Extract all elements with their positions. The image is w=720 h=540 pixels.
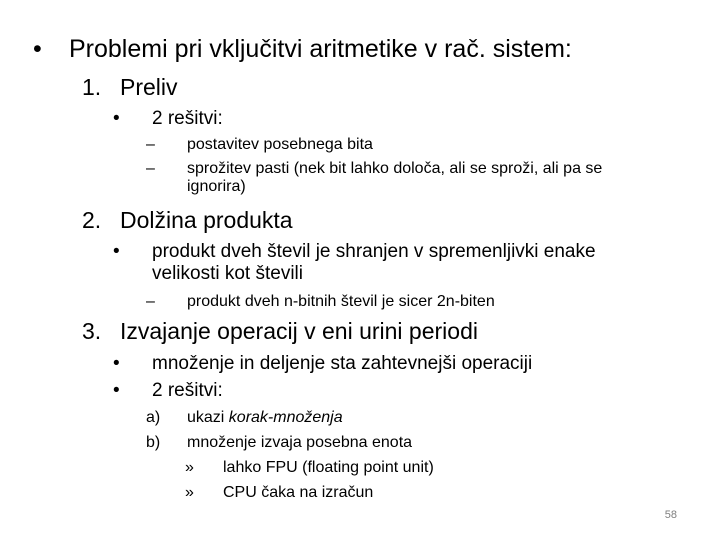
subitem-text-plain: ukazi [187,409,229,426]
subsubitem-text: CPU čaka na izračun [223,484,374,501]
subitem-text: produkt dveh n-bitnih števil je sicer 2n-biten [187,293,495,310]
dash-marker: – [146,293,155,310]
subitem-text: postavitev posebnega bita [187,136,373,153]
subitem-text: množenje izvaja posebna enota [187,434,413,451]
section-number: 3. [82,318,102,344]
chevron-marker: » [185,484,194,501]
section-number: 2. [82,207,102,233]
slide-title: Problemi pri vključitvi aritmetike v rač. sistem: [69,35,572,63]
list-letter: b) [146,434,161,451]
bullet-text: 2 rešitvi: [152,108,223,129]
section-heading: Izvajanje operacij v eni urini periodi [120,318,478,344]
dash-marker: – [146,136,155,153]
bullet-text: množenje in deljenje sta zahtevnejši operaciji [152,353,533,374]
bullet-marker: • [113,380,120,401]
chevron-marker: » [185,459,194,476]
bullet-marker: • [113,241,120,262]
section-heading: Preliv [120,74,178,100]
subitem-text-italic: korak-množenja [228,409,343,426]
bullet-text: 2 rešitvi: [152,380,223,401]
bullet-text: produkt dveh števil je shranjen v spremenljivki enake velikosti kot števili [152,241,596,284]
subitem-text [187,409,343,427]
page-number: 58 [664,509,677,521]
bullet-marker: • [113,353,120,374]
title-bullet: • [33,35,42,63]
section-number: 1. [82,74,102,100]
bullet-marker: • [113,108,120,129]
section-heading: Dolžina produkta [120,207,293,233]
subitem-text: sprožitev pasti (nek bit lahko določa, ali se sproži, ali pa se ignorira) [187,160,603,196]
dash-marker: – [146,160,155,177]
list-letter: a) [146,409,161,426]
subsubitem-text: lahko FPU (floating point unit) [223,459,434,476]
